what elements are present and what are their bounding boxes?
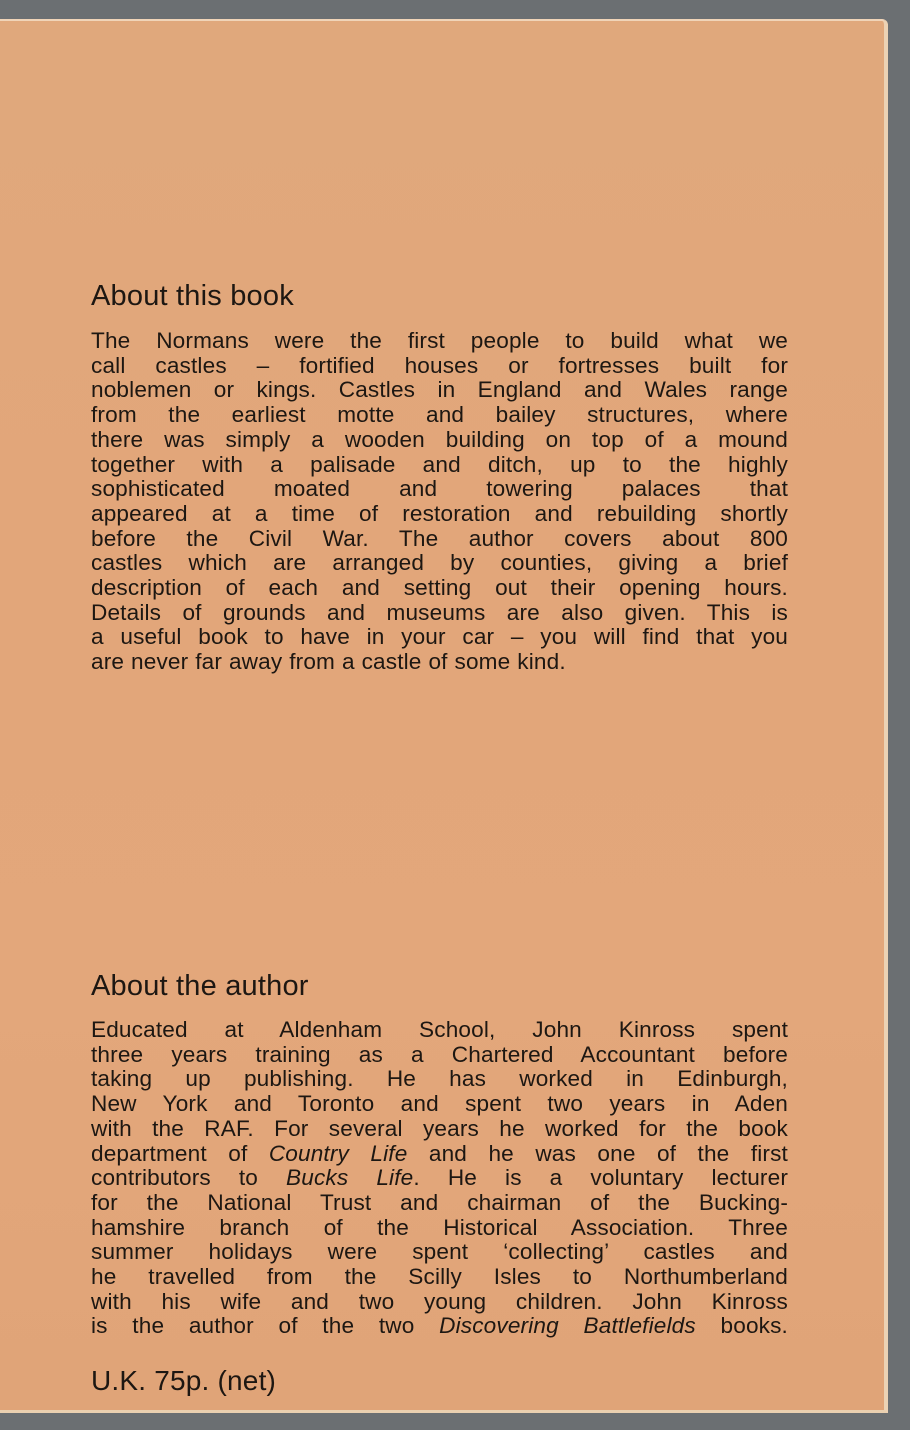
- body-line: he travelled from the Scilly Isles to Northumberland: [91, 1264, 788, 1290]
- body-line: from the earliest motte and bailey structures, where: [91, 402, 788, 428]
- body-line: with the RAF. For several years he worked for the book: [91, 1115, 788, 1141]
- body-line: contributors to Bucks Life. He is a voluntary lecturer: [91, 1165, 788, 1191]
- body-line: hamshire branch of the Historical Association. Three: [91, 1214, 788, 1240]
- italic-title: Country Life: [268, 1140, 408, 1166]
- body-line: are never far away from a castle of some kind.: [91, 649, 566, 675]
- price-label: U.K. 75p. (net): [91, 1365, 277, 1396]
- about-author-body: [91, 1018, 788, 1339]
- body-line: before the Civil War. The author covers about 800: [91, 525, 788, 551]
- italic-title: Bucks Life: [286, 1165, 414, 1191]
- body-line: Details of grounds and museums are also given. This is: [91, 599, 788, 625]
- body-line: The Normans were the first people to build what we: [91, 328, 788, 353]
- about-author-heading: About the author: [91, 970, 309, 1002]
- body-line: sophisticated moated and towering palaces that: [91, 476, 788, 502]
- body-line: summer holidays were spent ‘collecting’ castles and: [91, 1239, 788, 1265]
- book-back-cover: [0, 19, 888, 1413]
- body-line: department of Country Life and he was one of the first: [91, 1140, 788, 1166]
- body-line: for the National Trust and chairman of the Bucking-: [91, 1189, 788, 1215]
- body-line: three years training as a Chartered Accountant before: [91, 1041, 788, 1067]
- body-line: together with a palisade and ditch, up to the highly: [91, 451, 788, 477]
- italic-title: Discovering Battlefields: [439, 1313, 696, 1339]
- body-line: castles which are arranged by counties, giving a brief: [91, 550, 788, 576]
- body-line: there was simply a wooden building on top of a mound: [91, 426, 788, 452]
- body-line: with his wife and two young children. John Kinross: [91, 1288, 788, 1314]
- about-book-body: [91, 329, 788, 675]
- body-line: New York and Toronto and spent two years in Aden: [91, 1091, 788, 1117]
- body-line: description of each and setting out their opening hours.: [91, 575, 788, 601]
- body-line: appeared at a time of restoration and rebuilding shortly: [91, 500, 788, 526]
- body-line: taking up publishing. He has worked in Edinburgh,: [91, 1066, 788, 1092]
- body-line: noblemen or kings. Castles in England and Wales range: [91, 377, 788, 403]
- about-book-heading: About this book: [91, 280, 294, 312]
- body-line: a useful book to have in your car – you will find that you: [91, 624, 788, 650]
- body-line: Educated at Aldenham School, John Kinross spent: [91, 1017, 788, 1042]
- body-line: call castles – fortified houses or fortresses built for: [91, 352, 788, 378]
- body-line: is the author of the two Discovering Battlefields books.: [91, 1313, 788, 1339]
